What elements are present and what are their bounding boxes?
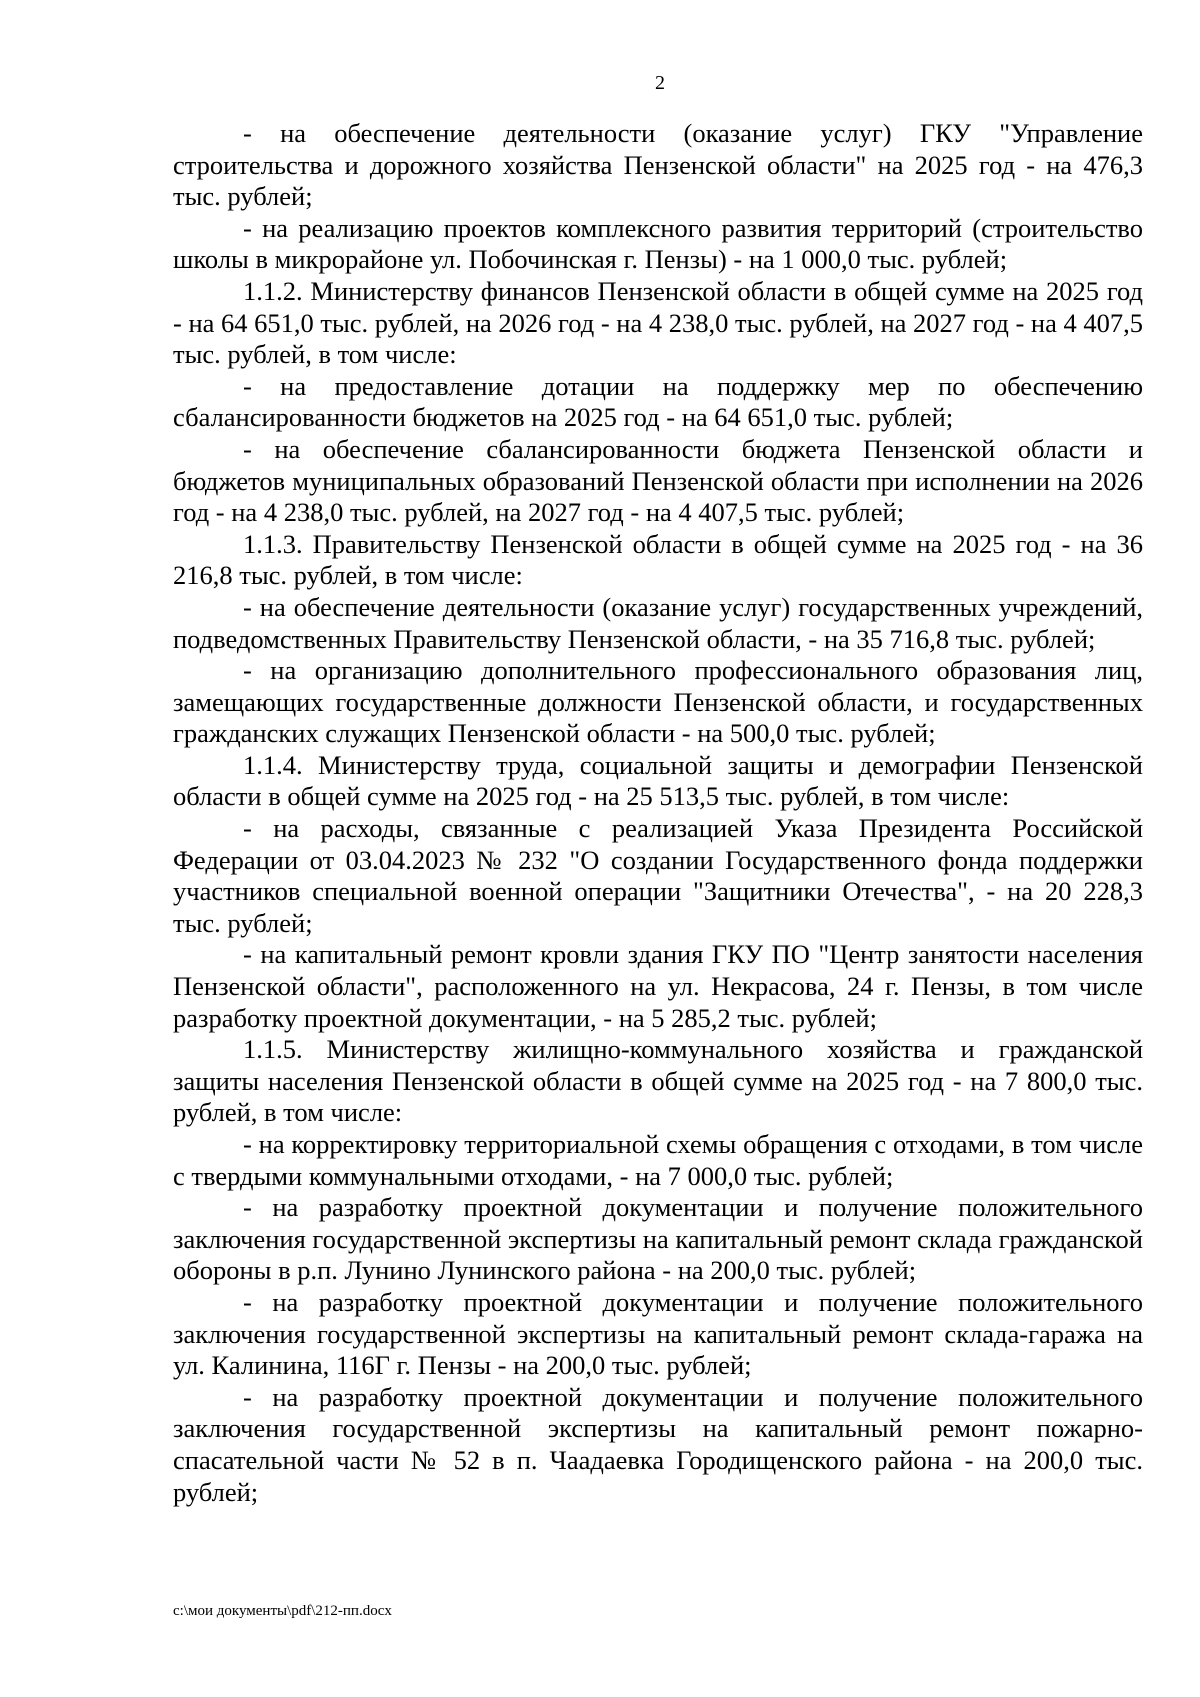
- paragraph: - на обеспечение деятельности (оказание услуг) государственных учреждений, подведомственных Правительству Пензенской области, - на 35 716,8 тыс. рублей;: [173, 591, 1143, 654]
- paragraph: - на предоставление дотации на поддержку мер по обеспечению сбалансированности бюджетов на 2025 год - на 64 651,0 тыс. рублей;: [173, 370, 1143, 433]
- paragraph: - на обеспечение деятельности (оказание услуг) ГКУ "Управление строительства и дорожного хозяйства Пензенской области" на 2025 год - на 476,3 тыс. рублей;: [173, 118, 1143, 212]
- page-number: 2: [655, 72, 665, 94]
- paragraph: 1.1.3. Правительству Пензенской области в общей сумме на 2025 год - на 36 216,8 тыс. рублей, в том числе:: [173, 528, 1143, 591]
- paragraph: 1.1.5. Министерству жилищно-коммунального хозяйства и гражданской защиты населения Пензенской области в общей сумме на 2025 год - на 7 800,0 тыс. рублей, в том числе:: [173, 1034, 1143, 1128]
- paragraph: - на разработку проектной документации и получение положительного заключения государственной экспертизы на капитальный ремонт склада-гаража на ул. Калинина, 116Г г. Пензы - на 200,0 тыс. рублей;: [173, 1286, 1143, 1381]
- paragraph: 1.1.2. Министерству финансов Пензенской области в общей сумме на 2025 год - на 64 651,0 тыс. рублей, на 2026 год - на 4 238,0 тыс. рублей, на 2027 год - на 4 407,5 тыс. рублей, в том числе:: [173, 275, 1143, 370]
- paragraph: 1.1.4. Министерству труда, социальной защиты и демографии Пензенской области в общей сумме на 2025 год - на 25 513,5 тыс. рублей, в том числе:: [173, 749, 1143, 812]
- paragraph: - на реализацию проектов комплексного развития территорий (строительство школы в микрорайоне ул. Побочинская г. Пензы) - на 1 000,0 тыс. рублей;: [173, 212, 1143, 275]
- paragraph: - на обеспечение сбалансированности бюджета Пензенской области и бюджетов муниципальных образований Пензенской области при исполнении на 2026 год - на 4 238,0 тыс. рублей, на 2027 год - на 4 407,5 тыс. рублей;: [173, 433, 1143, 528]
- paragraph: - на разработку проектной документации и получение положительного заключения государственной экспертизы на капитальный ремонт склада гражданской обороны в р.п. Лунино Лунинского района - на 200,0 тыс. рублей;: [173, 1192, 1143, 1286]
- footer-file-path: c:\мои документы\pdf\212-пп.docx: [173, 1603, 392, 1619]
- document-body: [173, 118, 1143, 1508]
- paragraph: - на капитальный ремонт кровли здания ГКУ ПО "Центр занятости населения Пензенской области", расположенного на ул. Некрасова, 24 г. Пензы, в том числе разработку проектной документации, - на 5 285,2 тыс. рублей;: [173, 939, 1143, 1033]
- paragraph: - на организацию дополнительного профессионального образования лиц, замещающих государственные должности Пензенской области, и государственных гражданских служащих Пензенской области - на 500,0 тыс. рублей;: [173, 655, 1143, 749]
- paragraph: - на расходы, связанные с реализацией Указа Президента Российской Федерации от 03.04.2023 № 232 "О создании Государственного фонда поддержки участников специальной военной операции "Защитники Отечества", - на 20 228,3 тыс. рублей;: [173, 813, 1143, 938]
- paragraph: - на разработку проектной документации и получение положительного заключения государственной экспертизы на капитальный ремонт пожарно-спасательной части № 52 в п. Чаадаевка Городищенского района - на 200,0 тыс. рублей;: [173, 1381, 1143, 1507]
- paragraph: - на корректировку территориальной схемы обращения с отходами, в том числе с твердыми коммунальными отходами, - на 7 000,0 тыс. рублей;: [173, 1129, 1143, 1191]
